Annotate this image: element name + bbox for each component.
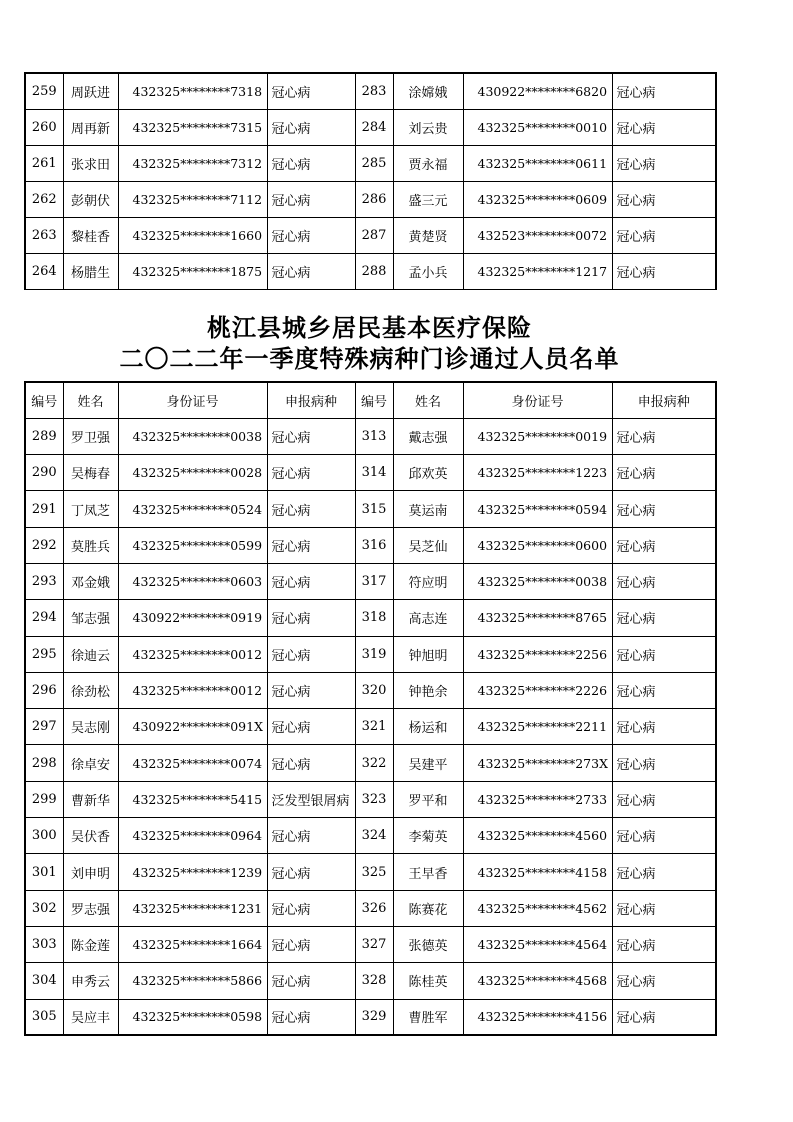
header-name: 姓名 [63, 382, 118, 418]
cell-disease: 冠心病 [612, 636, 716, 672]
cell-id: 432325********0603 [118, 563, 267, 599]
cell-id: 432325********5415 [118, 781, 267, 817]
cell-disease: 冠心病 [267, 745, 355, 781]
cell-no: 261 [25, 145, 63, 181]
header-disease: 申报病种 [612, 382, 716, 418]
cell-no: 290 [25, 455, 63, 491]
table-row [25, 181, 716, 217]
cell-name: 徐劲松 [63, 672, 118, 708]
cell-disease: 冠心病 [267, 491, 355, 527]
cell-id: 432325********1660 [118, 217, 267, 253]
cell-no: 299 [25, 781, 63, 817]
cell-no: 285 [355, 145, 393, 181]
cell-id: 430922********6820 [463, 73, 612, 109]
cell-name: 高志连 [393, 600, 463, 636]
cell-id: 432325********0019 [463, 418, 612, 454]
cell-id: 432325********5866 [118, 963, 267, 999]
cell-name: 吴志刚 [63, 709, 118, 745]
table-row [25, 109, 716, 145]
table-row [25, 527, 716, 563]
cell-name: 钟旭明 [393, 636, 463, 672]
cell-disease: 冠心病 [267, 109, 355, 145]
cell-id: 432325********1231 [118, 890, 267, 926]
cell-name: 张德英 [393, 926, 463, 962]
cell-name: 申秀云 [63, 963, 118, 999]
cell-id: 432325********0012 [118, 672, 267, 708]
cell-id: 432325********8765 [463, 600, 612, 636]
cell-name: 孟小兵 [393, 253, 463, 289]
cell-no: 301 [25, 854, 63, 890]
cell-no: 316 [355, 527, 393, 563]
cell-disease: 冠心病 [612, 181, 716, 217]
cell-name: 钟艳余 [393, 672, 463, 708]
cell-id: 432325********4156 [463, 999, 612, 1035]
cell-disease: 冠心病 [267, 73, 355, 109]
cell-no: 283 [355, 73, 393, 109]
cell-disease: 冠心病 [267, 563, 355, 599]
cell-id: 432325********0609 [463, 181, 612, 217]
cell-no: 300 [25, 818, 63, 854]
table-row [25, 600, 716, 636]
cell-disease: 冠心病 [612, 854, 716, 890]
cell-no: 295 [25, 636, 63, 672]
header-id: 身份证号 [118, 382, 267, 418]
cell-disease: 泛发型银屑病 [267, 781, 355, 817]
header-name: 姓名 [393, 382, 463, 418]
cell-name: 周跃进 [63, 73, 118, 109]
cell-disease: 冠心病 [612, 709, 716, 745]
cell-disease: 冠心病 [612, 672, 716, 708]
cell-id: 432325********4560 [463, 818, 612, 854]
cell-name: 贾永福 [393, 145, 463, 181]
table-header-row [25, 382, 716, 418]
cell-no: 315 [355, 491, 393, 527]
cell-id: 432325********2733 [463, 781, 612, 817]
cell-id: 432325********0012 [118, 636, 267, 672]
cell-no: 320 [355, 672, 393, 708]
cell-id: 432325********7312 [118, 145, 267, 181]
cell-name: 涂嫦娥 [393, 73, 463, 109]
cell-no: 286 [355, 181, 393, 217]
table-row [25, 491, 716, 527]
cell-no: 288 [355, 253, 393, 289]
cell-no: 329 [355, 999, 393, 1035]
cell-no: 322 [355, 745, 393, 781]
table-row [25, 890, 716, 926]
cell-name: 邓金娥 [63, 563, 118, 599]
cell-id: 432325********0028 [118, 455, 267, 491]
cell-name: 陈金莲 [63, 926, 118, 962]
document-subtitle: 二〇二二年一季度特殊病种门诊通过人员名单 [119, 345, 620, 373]
cell-id: 432325********2211 [463, 709, 612, 745]
cell-disease: 冠心病 [612, 600, 716, 636]
cell-disease: 冠心病 [612, 926, 716, 962]
member-table [24, 381, 717, 1036]
cell-disease: 冠心病 [267, 709, 355, 745]
cell-no: 314 [355, 455, 393, 491]
cell-disease: 冠心病 [267, 636, 355, 672]
cell-id: 432325********0599 [118, 527, 267, 563]
cell-name: 周再新 [63, 109, 118, 145]
cell-disease: 冠心病 [612, 491, 716, 527]
cell-id: 432325********0038 [463, 563, 612, 599]
cell-no: 291 [25, 491, 63, 527]
cell-id: 432325********0038 [118, 418, 267, 454]
cell-disease: 冠心病 [612, 818, 716, 854]
cell-name: 陈赛花 [393, 890, 463, 926]
cell-name: 彭朝伏 [63, 181, 118, 217]
cell-name: 刘申明 [63, 854, 118, 890]
cell-disease: 冠心病 [612, 109, 716, 145]
cell-disease: 冠心病 [267, 253, 355, 289]
cell-name: 杨腊生 [63, 253, 118, 289]
cell-id: 432325********1223 [463, 455, 612, 491]
cell-id: 432325********4564 [463, 926, 612, 962]
table-row [25, 672, 716, 708]
cell-name: 吴建平 [393, 745, 463, 781]
cell-no: 305 [25, 999, 63, 1035]
cell-id: 432325********0964 [118, 818, 267, 854]
cell-disease: 冠心病 [612, 455, 716, 491]
table-row [25, 636, 716, 672]
cell-id: 430922********0919 [118, 600, 267, 636]
cell-name: 徐迪云 [63, 636, 118, 672]
table-row [25, 999, 716, 1035]
cell-disease: 冠心病 [267, 890, 355, 926]
cell-name: 罗平和 [393, 781, 463, 817]
cell-disease: 冠心病 [267, 217, 355, 253]
cell-no: 296 [25, 672, 63, 708]
cell-id: 432325********4568 [463, 963, 612, 999]
cell-no: 318 [355, 600, 393, 636]
cell-name: 黎桂香 [63, 217, 118, 253]
cell-name: 莫运南 [393, 491, 463, 527]
cell-id: 432325********0074 [118, 745, 267, 781]
cell-no: 264 [25, 253, 63, 289]
cell-name: 符应明 [393, 563, 463, 599]
cell-no: 326 [355, 890, 393, 926]
header-no: 编号 [355, 382, 393, 418]
cell-name: 吴伏香 [63, 818, 118, 854]
table-row [25, 418, 716, 454]
cell-id: 432325********1239 [118, 854, 267, 890]
cell-no: 289 [25, 418, 63, 454]
table-row [25, 455, 716, 491]
cell-no: 304 [25, 963, 63, 999]
cell-disease: 冠心病 [267, 600, 355, 636]
cell-name: 曹新华 [63, 781, 118, 817]
cell-name: 吴应丰 [63, 999, 118, 1035]
cell-id: 432325********4562 [463, 890, 612, 926]
cell-name: 黄楚贤 [393, 217, 463, 253]
cell-no: 302 [25, 890, 63, 926]
cell-name: 刘云贵 [393, 109, 463, 145]
cell-disease: 冠心病 [267, 527, 355, 563]
document-title: 桃江县城乡居民基本医疗保险 [207, 314, 532, 342]
cell-no: 287 [355, 217, 393, 253]
cell-no: 298 [25, 745, 63, 781]
cell-disease: 冠心病 [612, 999, 716, 1035]
cell-no: 327 [355, 926, 393, 962]
cell-id: 432325********7112 [118, 181, 267, 217]
cell-no: 328 [355, 963, 393, 999]
cell-disease: 冠心病 [612, 781, 716, 817]
cell-no: 319 [355, 636, 393, 672]
cell-disease: 冠心病 [267, 999, 355, 1035]
cell-name: 李菊英 [393, 818, 463, 854]
cell-disease: 冠心病 [267, 418, 355, 454]
cell-disease: 冠心病 [267, 926, 355, 962]
cell-no: 313 [355, 418, 393, 454]
header-no: 编号 [25, 382, 63, 418]
cell-disease: 冠心病 [267, 818, 355, 854]
cell-no: 324 [355, 818, 393, 854]
cell-name: 杨运和 [393, 709, 463, 745]
cell-name: 罗卫强 [63, 418, 118, 454]
cell-name: 张求田 [63, 145, 118, 181]
cell-no: 325 [355, 854, 393, 890]
cell-no: 294 [25, 600, 63, 636]
cell-name: 吴芝仙 [393, 527, 463, 563]
cell-no: 284 [355, 109, 393, 145]
continued-table [24, 72, 717, 290]
cell-id: 432325********0594 [463, 491, 612, 527]
cell-id: 432325********2226 [463, 672, 612, 708]
cell-name: 丁凤芝 [63, 491, 118, 527]
table-row [25, 745, 716, 781]
table-row [25, 926, 716, 962]
cell-disease: 冠心病 [267, 455, 355, 491]
cell-name: 罗志强 [63, 890, 118, 926]
cell-name: 徐卓安 [63, 745, 118, 781]
cell-name: 陈桂英 [393, 963, 463, 999]
cell-id: 432325********7315 [118, 109, 267, 145]
cell-disease: 冠心病 [612, 73, 716, 109]
cell-disease: 冠心病 [612, 963, 716, 999]
cell-no: 293 [25, 563, 63, 599]
cell-no: 303 [25, 926, 63, 962]
cell-id: 430922********091X [118, 709, 267, 745]
table-row [25, 217, 716, 253]
cell-no: 323 [355, 781, 393, 817]
cell-no: 292 [25, 527, 63, 563]
cell-name: 邱欢英 [393, 455, 463, 491]
table-row [25, 709, 716, 745]
cell-name: 曹胜军 [393, 999, 463, 1035]
cell-id: 432325********2256 [463, 636, 612, 672]
cell-no: 262 [25, 181, 63, 217]
cell-id: 432325********0524 [118, 491, 267, 527]
table-row [25, 963, 716, 999]
cell-disease: 冠心病 [612, 217, 716, 253]
cell-id: 432523********0072 [463, 217, 612, 253]
cell-no: 321 [355, 709, 393, 745]
cell-id: 432325********0600 [463, 527, 612, 563]
cell-id: 432325********1217 [463, 253, 612, 289]
cell-disease: 冠心病 [612, 527, 716, 563]
cell-disease: 冠心病 [267, 672, 355, 708]
cell-no: 297 [25, 709, 63, 745]
cell-disease: 冠心病 [267, 145, 355, 181]
cell-id: 432325********0010 [463, 109, 612, 145]
table-row [25, 73, 716, 109]
cell-name: 吴梅春 [63, 455, 118, 491]
cell-id: 432325********0598 [118, 999, 267, 1035]
cell-id: 432325********1875 [118, 253, 267, 289]
cell-id: 432325********7318 [118, 73, 267, 109]
cell-id: 432325********1664 [118, 926, 267, 962]
cell-id: 432325********4158 [463, 854, 612, 890]
cell-disease: 冠心病 [612, 745, 716, 781]
cell-no: 317 [355, 563, 393, 599]
table-row [25, 563, 716, 599]
table-row [25, 818, 716, 854]
cell-disease: 冠心病 [267, 963, 355, 999]
cell-name: 盛三元 [393, 181, 463, 217]
cell-disease: 冠心病 [612, 890, 716, 926]
table-row [25, 854, 716, 890]
cell-name: 王早香 [393, 854, 463, 890]
cell-id: 432325********0611 [463, 145, 612, 181]
cell-no: 260 [25, 109, 63, 145]
table-row [25, 253, 716, 289]
table-row [25, 781, 716, 817]
cell-disease: 冠心病 [612, 253, 716, 289]
cell-disease: 冠心病 [612, 563, 716, 599]
cell-no: 259 [25, 73, 63, 109]
cell-name: 戴志强 [393, 418, 463, 454]
header-id: 身份证号 [463, 382, 612, 418]
table-row [25, 145, 716, 181]
cell-name: 邹志强 [63, 600, 118, 636]
cell-no: 263 [25, 217, 63, 253]
cell-disease: 冠心病 [267, 854, 355, 890]
cell-disease: 冠心病 [612, 145, 716, 181]
header-disease: 申报病种 [267, 382, 355, 418]
cell-name: 莫胜兵 [63, 527, 118, 563]
cell-id: 432325********273X [463, 745, 612, 781]
cell-disease: 冠心病 [267, 181, 355, 217]
cell-disease: 冠心病 [612, 418, 716, 454]
